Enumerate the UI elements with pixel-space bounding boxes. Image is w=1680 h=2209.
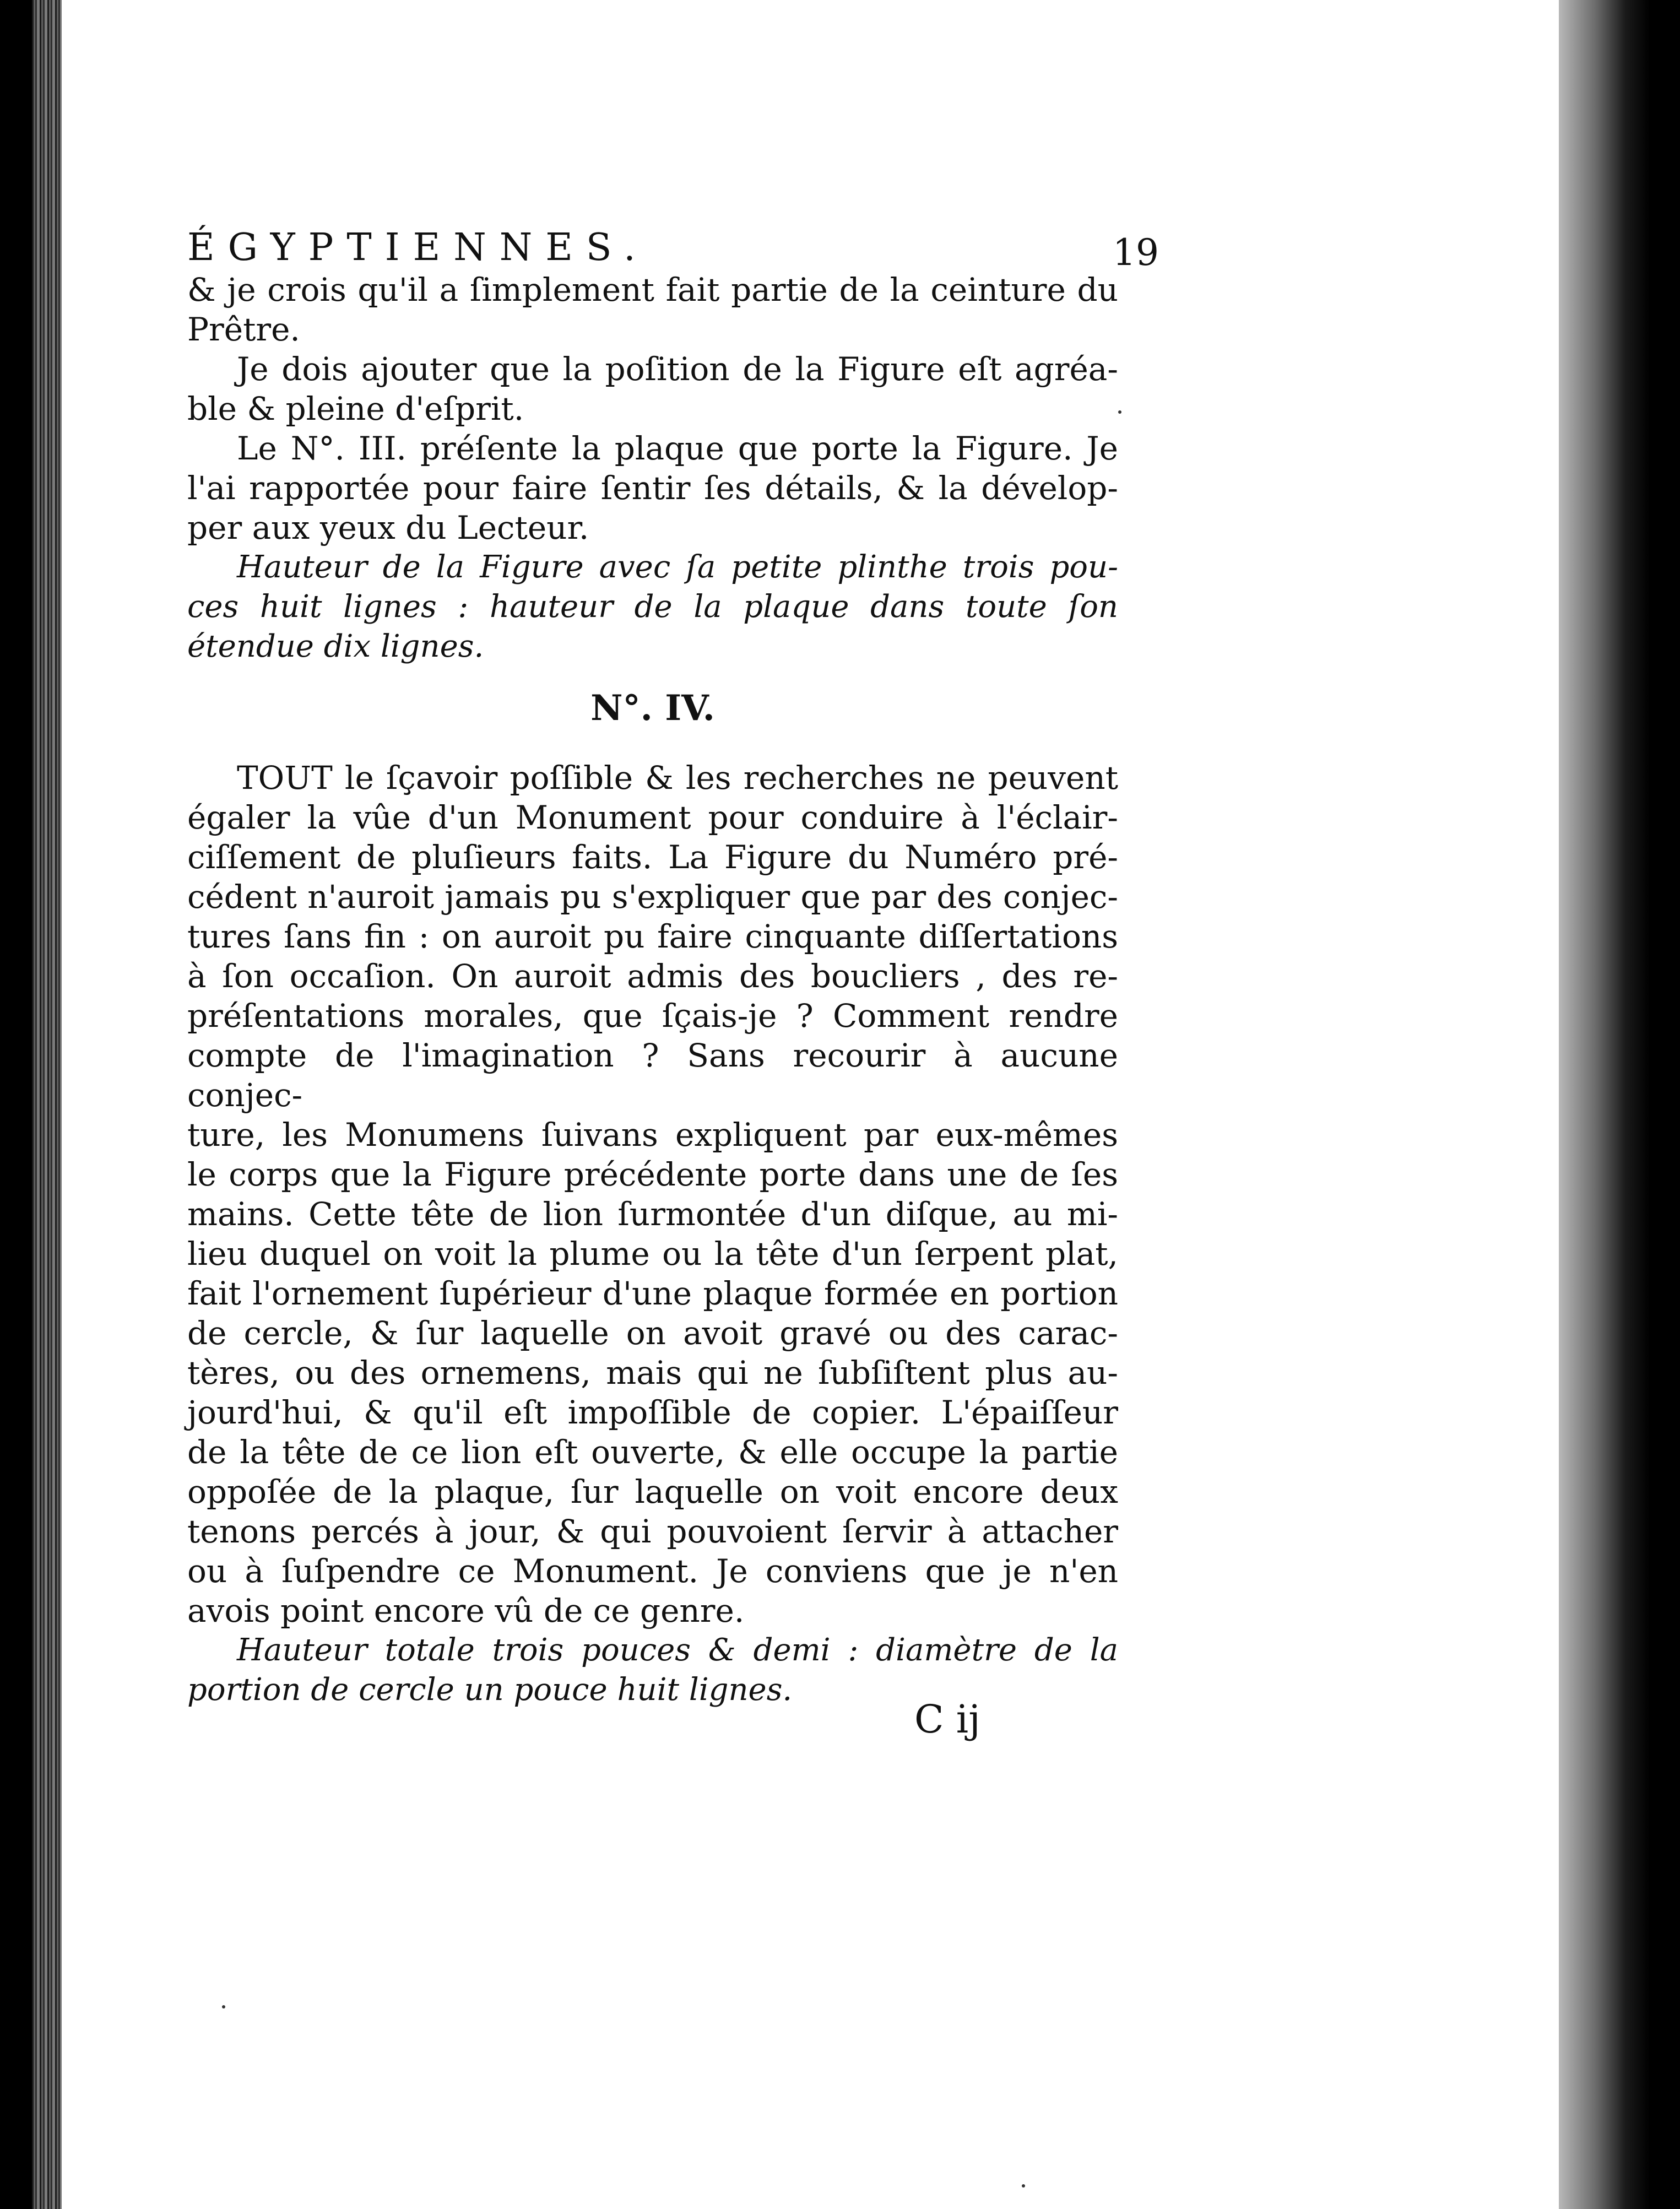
paragraph: [187, 270, 1118, 349]
page-number: 19: [1113, 231, 1159, 274]
paragraph: [187, 429, 1118, 548]
text-line: ou à ſuſpendre ce Monument. Je conviens que je n'en: [187, 1552, 1118, 1590]
text-line: Je dois ajouter que la poſition de la Figure eſt agréa-: [237, 350, 1118, 388]
ink-speck: [1022, 2184, 1025, 2188]
text-line: ces huit lignes : hauteur de la plaque dans toute ſon: [187, 589, 1118, 625]
text-line: tères, ou des ornemens, mais qui ne ſubſiſtent plus au-: [187, 1354, 1118, 1392]
text-line: de la tête de ce lion eſt ouverte, & elle occupe la partie: [187, 1433, 1118, 1471]
text-line: avois point encore vû de ce genre.: [187, 1592, 745, 1629]
text-line: mains. Cette tête de lion ſurmontée d'un diſque, au mi-: [187, 1195, 1118, 1233]
text-line: Hauteur de la Figure avec ſa petite plinthe trois pou-: [237, 549, 1118, 585]
dimensions-note: [187, 548, 1118, 667]
text-line: ciſſement de pluſieurs faits. La Figure du Numéro pré-: [187, 838, 1118, 876]
text-line: le corps que la Figure précédente porte dans une de ſes: [187, 1156, 1118, 1193]
text-line: TOUT le ſçavoir poſſible & les recherches ne peuvent: [237, 759, 1118, 797]
text-line: égaler la vûe d'un Monument pour conduire à l'éclair-: [187, 799, 1118, 836]
text-line: per aux yeux du Lecteur.: [187, 509, 589, 546]
header-title: ÉGYPTIENNES.: [187, 226, 649, 269]
text-line: portion de cercle un pouce huit lignes.: [187, 1672, 793, 1708]
text-line: à ſon occaſion. On auroit admis des boucliers , des re-: [187, 957, 1118, 995]
page-body: [187, 270, 1118, 1710]
text-line: Le N°. III. préſente la plaque que porte la Figure. Je: [237, 430, 1118, 467]
text-line: préſentations morales, que ſçais-je ? Comment rendre: [187, 997, 1118, 1035]
text-line: ble & pleine d'eſprit.: [187, 390, 524, 427]
text-line: ture, les Monumens ſuivans expliquent par eux-mêmes: [187, 1116, 1118, 1154]
main-paragraph: [187, 758, 1118, 1631]
scan-edge-shadow: [1559, 0, 1680, 2209]
text-line: étendue dix lignes.: [187, 629, 484, 664]
signature-mark: C ij: [914, 1697, 980, 1742]
text-line: l'ai rapportée pour faire ſentir ſes détails, & la dévelop-: [187, 469, 1118, 507]
text-line: Hauteur totale trois pouces & demi : diamètre de la: [237, 1632, 1118, 1668]
paragraph: [187, 349, 1118, 429]
text-line: oppoſée de la plaque, ſur laquelle on voit encore deux: [187, 1473, 1118, 1510]
text-line: cédent n'auroit jamais pu s'expliquer que par des conjec-: [187, 878, 1118, 916]
ink-speck: [222, 2005, 225, 2008]
text-line: compte de l'imagination ? Sans recourir à aucune conjec-: [187, 1037, 1118, 1114]
text-line: lieu duquel on voit la plume ou la tête d'un ſerpent plat,: [187, 1235, 1118, 1273]
text-line: tenons percés à jour, & qui pouvoient ſervir à attacher: [187, 1513, 1118, 1550]
text-line: fait l'ornement ſupérieur d'une plaque formée en portion: [187, 1275, 1118, 1312]
text-line: & je crois qu'il a ſimplement fait partie de la ceinture du: [187, 271, 1118, 308]
section-heading: N°. IV.: [590, 687, 715, 729]
text-line: jourd'hui, & qu'il eſt impoſſible de copier. L'épaiſſeur: [187, 1394, 1118, 1431]
running-head: [187, 220, 1159, 275]
ink-speck: [1118, 410, 1121, 414]
text-line: de cercle, & ſur laquelle on avoit gravé ou des carac-: [187, 1314, 1118, 1352]
text-line: tures ſans fin : on auroit pu faire cinquante diſſertations: [187, 918, 1118, 955]
text-line: Prêtre.: [187, 311, 300, 348]
